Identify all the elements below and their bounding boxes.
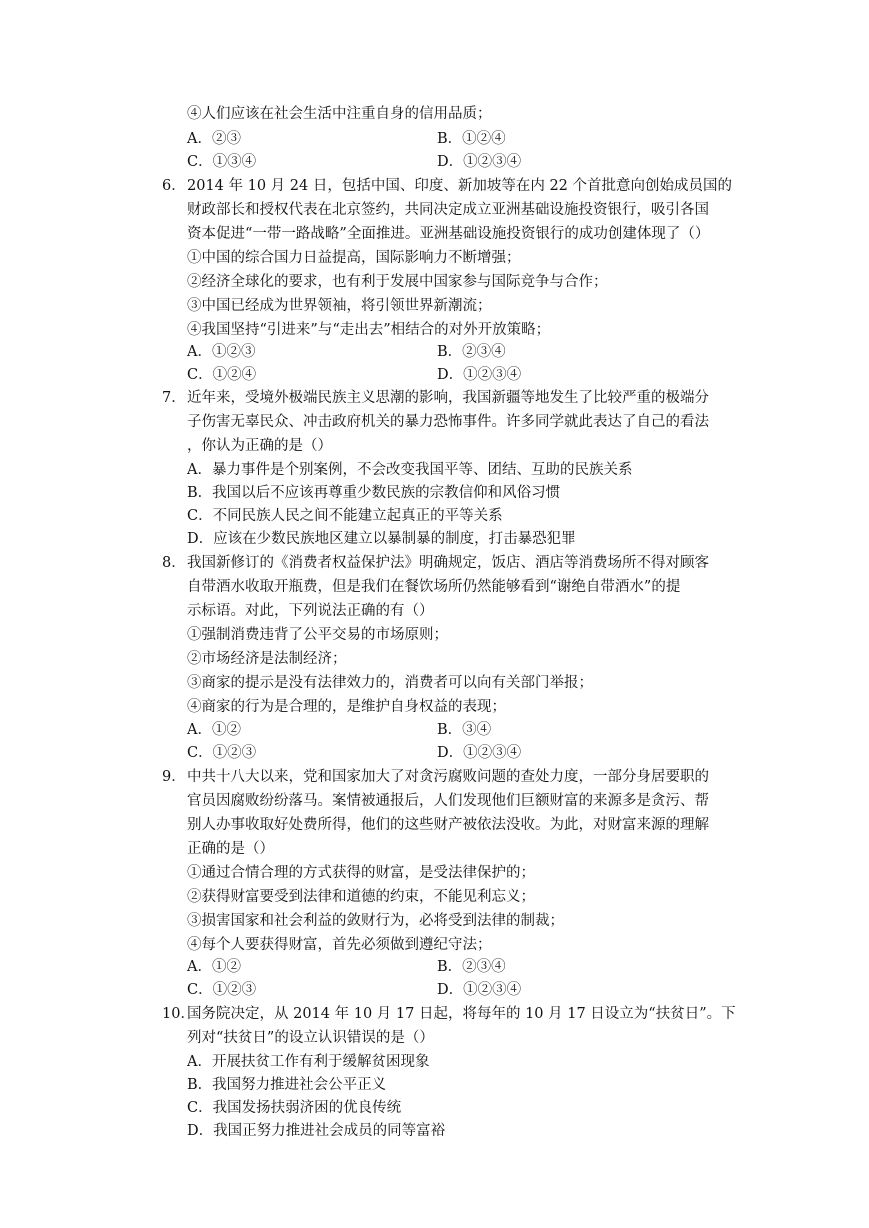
q8-statement-3: ③商家的提示是没有法律效力的，消费者可以向有关部门举报； (187, 675, 593, 691)
q6-stem-line-1: 2014 年 10 月 24 日，包括中国、印度、新加坡等在内 22 个首批意向创始成员国的 (187, 178, 733, 194)
q8-stem-line-3: 示标语。对此，下列说法正确的有（） (187, 603, 434, 619)
q7-option-d: D．应该在少数民族地区建立以暴制暴的制度，打击暴恐犯罪 (187, 531, 576, 547)
q6-stem-line-3: 资本促进“一带一路战略”全面推进。亚洲基础设施投资银行的成功创建体现了（） (187, 226, 710, 242)
q6-option-c: C．①②④ (187, 367, 257, 383)
q5-option-b: B．①②④ (437, 131, 506, 147)
q7-number: 7． (162, 390, 186, 406)
q8-statement-2: ②市场经济是法制经济； (187, 651, 347, 667)
q7-stem-line-3: ，你认为正确的是（） (187, 438, 332, 454)
q9-stem-line-4: 正确的是（） (187, 841, 274, 857)
q10-option-a: A．开展扶贫工作有利于缓解贫困现象 (187, 1054, 430, 1070)
q7-option-a: A．暴力事件是个别案例，不会改变我国平等、团结、互助的民族关系 (187, 462, 633, 478)
q9-option-a: A．①② (187, 959, 241, 975)
q8-statement-4: ④商家的行为是合理的，是维护自身权益的表现； (187, 699, 506, 715)
q6-statement-4: ④我国坚持“引进来”与“走出去”相结合的对外开放策略； (187, 322, 551, 338)
q6-number: 6． (162, 178, 186, 194)
q8-option-a: A．①② (187, 722, 241, 738)
q10-stem-line-2: 列对“扶贫日”的设立认识错误的是（） (187, 1030, 434, 1046)
q9-option-b: B．②③④ (437, 959, 506, 975)
q9-statement-1: ①通过合情合理的方式获得的财富，是受法律保护的； (187, 865, 535, 881)
q7-option-b: B．我国以后不应该再尊重少数民族的宗教信仰和风俗习惯 (187, 485, 561, 501)
q7-stem-line-1: 近年来，受境外极端民族主义思潮的影响，我国新疆等地发生了比较严重的极端分 (187, 390, 709, 406)
q6-stem-line-2: 财政部长和授权代表在北京签约，共同决定成立亚洲基础设施投资银行，吸引各国 (187, 202, 709, 218)
q6-option-d: D．①②③④ (437, 367, 522, 383)
q8-option-d: D．①②③④ (437, 745, 522, 761)
q9-number: 9． (162, 769, 186, 785)
q8-statement-1: ①强制消费违背了公平交易的市场原则； (187, 627, 448, 643)
q7-stem-line-2: 子伤害无辜民众、冲击政府机关的暴力恐怖事件。许多同学就此表达了自己的看法 (187, 414, 709, 430)
q5-option-a: A．②③ (187, 131, 241, 147)
q9-stem-line-1: 中共十八大以来，党和国家加大了对贪污腐败问题的查处力度，一部分身居要职的 (187, 769, 709, 785)
q8-number: 8． (162, 555, 186, 571)
q6-statement-3: ③中国已经成为世界领袖，将引领世界新潮流； (187, 298, 492, 314)
q9-stem-line-3: 别人办事收取好处费所得，他们的这些财产被依法没收。为此，对财富来源的理解 (187, 817, 709, 833)
q9-stem-line-2: 官员因腐败纷纷落马。案情被通报后，人们发现他们巨额财富的来源多是贪污、帮 (187, 793, 709, 809)
q7-option-c: C．不同民族人民之间不能建立起真正的平等关系 (187, 508, 503, 524)
q8-option-c: C．①②③ (187, 745, 257, 761)
q9-statement-3: ③损害国家和社会利益的敛财行为，必将受到法律的制裁； (187, 913, 564, 929)
q9-statement-4: ④每个人要获得财富，首先必须做到遵纪守法； (187, 937, 492, 953)
q6-option-a: A．①②③ (187, 344, 256, 360)
q5-option-d: D．①②③④ (437, 154, 522, 170)
q9-statement-2: ②获得财富要受到法律和道德的约束，不能见利忘义； (187, 889, 535, 905)
q8-option-b: B．③④ (437, 722, 492, 738)
q10-option-d: D．我国正努力推进社会成员的同等富裕 (187, 1123, 446, 1139)
q8-stem-line-1: 我国新修订的《消费者权益保护法》明确规定，饭店、酒店等消费场所不得对顾客 (187, 555, 709, 571)
q6-statement-2: ②经济全球化的要求，也有利于发展中国家参与国际竞争与合作； (187, 274, 608, 290)
q5-option-c: C．①③④ (187, 154, 257, 170)
q8-stem-line-2: 自带酒水收取开瓶费，但是我们在餐饮场所仍然能够看到“谢绝自带酒水”的提 (187, 579, 681, 595)
q10-option-b: B．我国努力推进社会公平正义 (187, 1077, 387, 1093)
q10-number: 10． (162, 1006, 195, 1022)
q6-statement-1: ①中国的综合国力日益提高，国际影响力不断增强； (187, 250, 521, 266)
q6-option-b: B．②③④ (437, 344, 506, 360)
q10-option-c: C．我国发扬扶弱济困的优良传统 (187, 1100, 402, 1116)
q5-statement-4: ④人们应该在社会生活中注重自身的信用品质； (187, 106, 492, 122)
q9-option-d: D．①②③④ (437, 982, 522, 998)
q9-option-c: C．①②③ (187, 982, 257, 998)
q10-stem-line-1: 国务院决定，从 2014 年 10 月 17 日起，将每年的 10 月 17 日设立为“扶贫日”。下 (187, 1006, 736, 1022)
